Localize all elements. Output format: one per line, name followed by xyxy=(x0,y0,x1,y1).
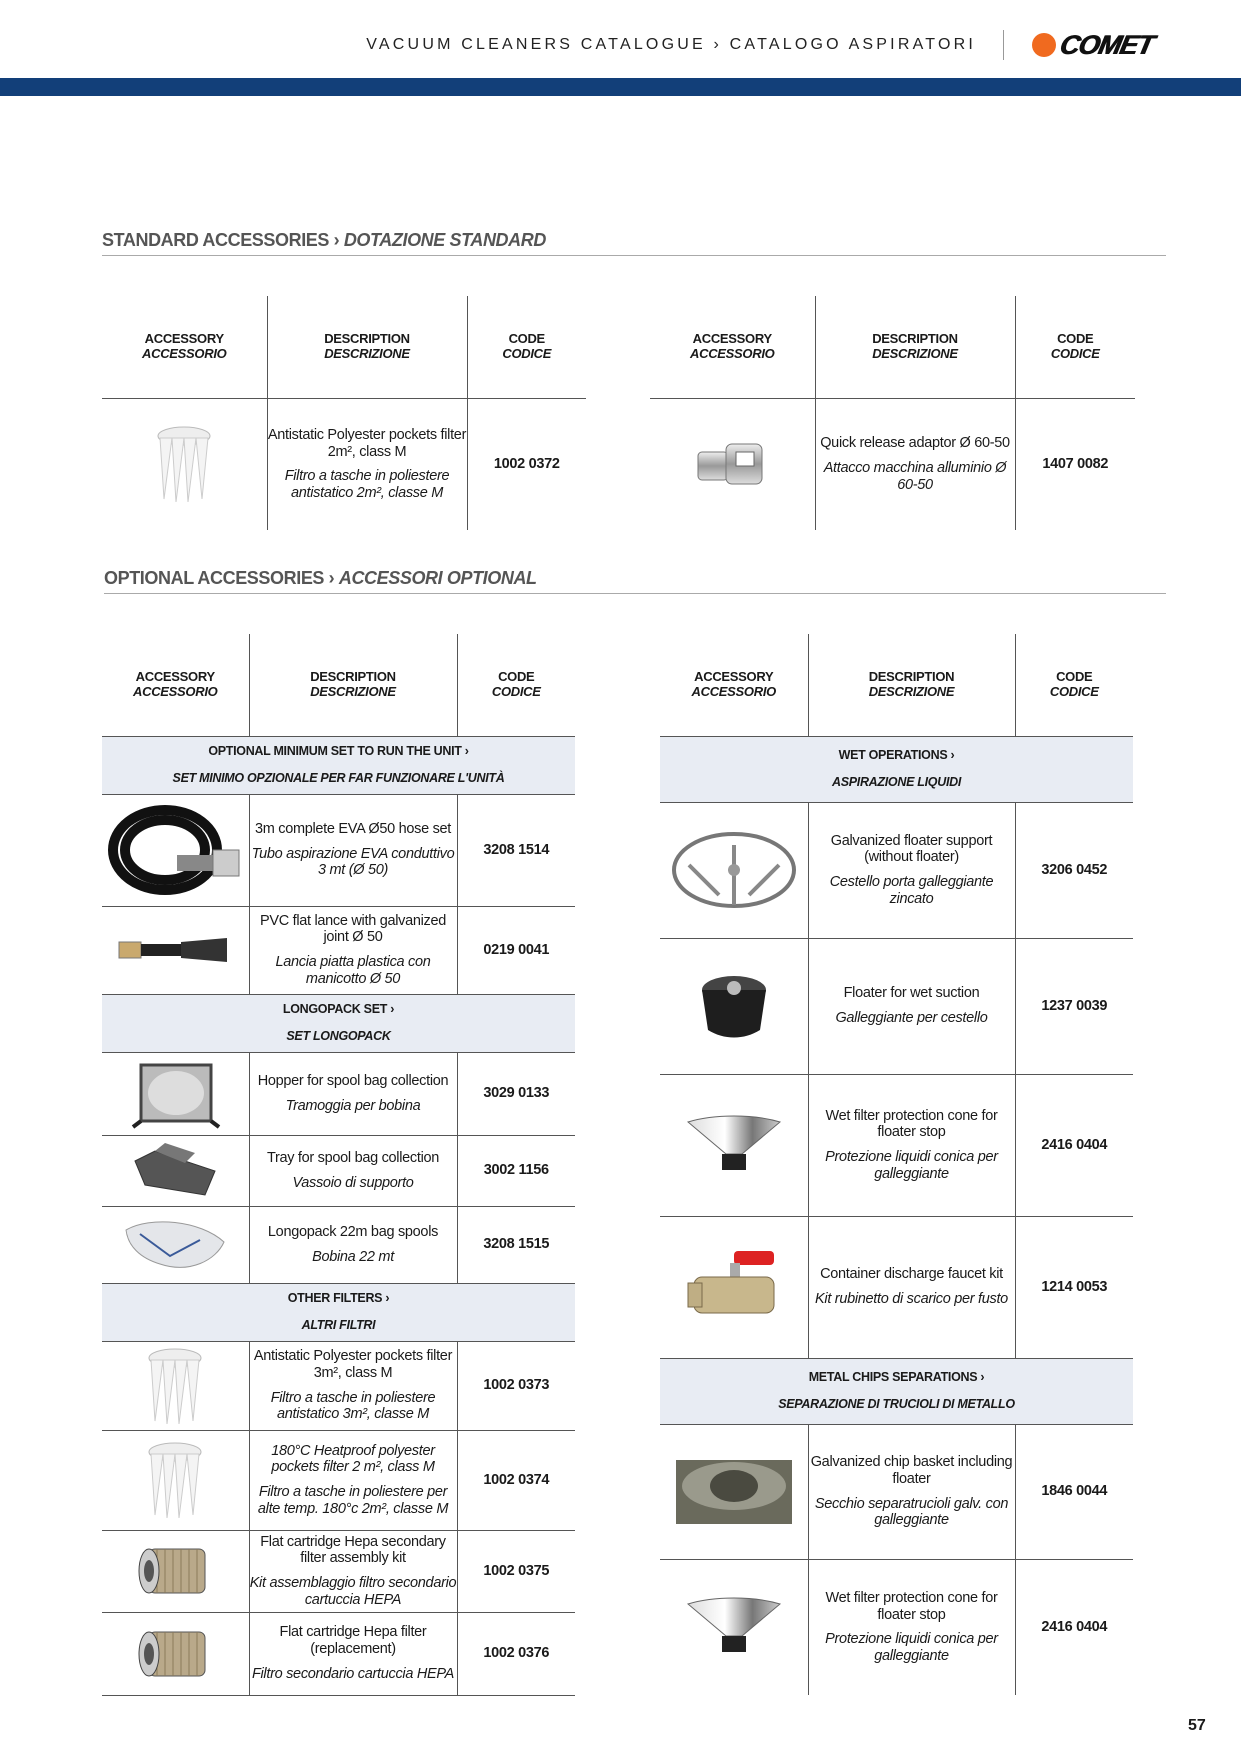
faucet-icon xyxy=(660,1216,808,1358)
optional-table-right xyxy=(660,634,1133,1695)
brand-name: COMET xyxy=(1056,29,1156,60)
item-description-it: Protezione liquidi conica per galleggiante xyxy=(825,1631,998,1664)
item-description: Container discharge faucet kit xyxy=(820,1266,1003,1283)
item-description-it: Vassoio di supporto xyxy=(292,1174,414,1191)
item-description: 3m complete EVA Ø50 hose set xyxy=(254,820,452,837)
table-row xyxy=(102,1430,575,1530)
bag-spool-icon xyxy=(102,1206,249,1283)
table-row xyxy=(102,1206,575,1283)
table-row xyxy=(102,1052,575,1135)
table-row xyxy=(102,1135,575,1206)
group-header: OTHER FILTERS › ALTRI FILTRI xyxy=(102,1283,575,1341)
tray-icon xyxy=(102,1135,249,1206)
col-code: CODE CODICE xyxy=(467,296,586,398)
item-code: 3002 1156 xyxy=(457,1135,575,1206)
item-code: 1002 0375 xyxy=(457,1530,575,1612)
item-description-it: Attacco macchina alluminio Ø 60-50 xyxy=(823,459,1007,493)
item-description-it: Filtro secondario cartuccia HEPA xyxy=(251,1665,455,1682)
chip-basket-icon xyxy=(660,1424,808,1559)
standard-section-title: STANDARD ACCESSORIES › DOTAZIONE STANDARD xyxy=(102,230,546,250)
item-code: 1002 0373 xyxy=(457,1341,575,1430)
optional-table-left xyxy=(102,634,575,1696)
item-code: 3029 0133 xyxy=(457,1052,575,1135)
table-row xyxy=(660,938,1133,1074)
item-code: 1002 0374 xyxy=(457,1430,575,1530)
comet-logo xyxy=(1032,29,1156,60)
item-description: Galvanized floater support (without floater) xyxy=(830,832,993,866)
col-code: CODE CODICE xyxy=(1015,634,1133,736)
item-code: 1237 0039 xyxy=(1015,938,1133,1074)
floater-support-icon xyxy=(660,802,808,938)
table-row xyxy=(660,802,1133,938)
group-header: OPTIONAL MINIMUM SET TO RUN THE UNIT › SET MINIMO OPZIONALE PER FAR FUNZIONARE L'UNITÀ xyxy=(102,736,575,794)
table-row xyxy=(102,794,575,906)
col-description: DESCRIPTION DESCRIZIONE xyxy=(815,296,1015,398)
item-description: 180°C Heatproof polyester pockets filter 2 m², class M xyxy=(271,1442,435,1476)
page-number: 57 xyxy=(1188,1717,1206,1734)
standard-table-right xyxy=(650,296,1135,530)
item-description-it: Lancia piatta plastica con manicotto Ø 50 xyxy=(275,954,431,987)
item-description: Antistatic Polyester pockets filter 3m², class M xyxy=(253,1348,453,1381)
group-header: METAL CHIPS SEPARATIONS › SEPARAZIONE DI TRUCIOLI DI METALLO xyxy=(660,1358,1133,1424)
item-description-it: Filtro a tasche in poliestere antistatico 2m², classe M xyxy=(284,468,450,501)
table-row xyxy=(102,1612,575,1695)
item-description-it: Filtro a tasche in poliestere antistatico 3m², classe M xyxy=(270,1389,436,1423)
item-description: Wet filter protection cone for floater stop xyxy=(825,1589,998,1623)
header-divider xyxy=(1003,30,1004,60)
adaptor-icon xyxy=(650,398,815,530)
item-description: Antistatic Polyester pockets filter 2m², class M xyxy=(267,426,467,460)
item-description: Galvanized chip basket including floater xyxy=(810,1454,1013,1487)
item-description-it: Secchio separatrucioli galv. con galleggiante xyxy=(814,1495,1009,1529)
item-description: Floater for wet suction xyxy=(843,985,980,1002)
item-code: 1002 0372 xyxy=(467,398,586,530)
item-description-it: Kit assemblaggio filtro secondario cartuccia HEPA xyxy=(249,1575,457,1608)
item-code: 1214 0053 xyxy=(1015,1216,1133,1358)
table-row xyxy=(102,398,586,530)
table-row xyxy=(660,1424,1133,1559)
catalogue-title: VACUUM CLEANERS CATALOGUE › CATALOGO ASPIRATORI xyxy=(366,36,976,53)
protection-cone-icon xyxy=(660,1074,808,1216)
table-row xyxy=(102,1530,575,1612)
item-code: 3206 0452 xyxy=(1015,802,1133,938)
item-description: Flat cartridge Hepa secondary filter assembly kit xyxy=(260,1533,446,1567)
item-description: Quick release adaptor Ø 60-50 xyxy=(820,435,1010,452)
item-description: Flat cartridge Hepa filter (replacement) xyxy=(279,1624,427,1658)
standard-table-left xyxy=(102,296,586,530)
item-description: Tray for spool bag collection xyxy=(266,1149,440,1166)
item-code: 3208 1515 xyxy=(457,1206,575,1283)
cartridge-icon xyxy=(102,1612,249,1695)
hopper-icon xyxy=(102,1052,249,1135)
item-description-it: Tramoggia per bobina xyxy=(285,1097,421,1114)
col-accessory: ACCESSORY ACCESSORIO xyxy=(102,634,249,736)
col-code: CODE CODICE xyxy=(457,634,575,736)
item-code: 2416 0404 xyxy=(1015,1074,1133,1216)
item-code: 1002 0376 xyxy=(457,1612,575,1695)
item-code: 3208 1514 xyxy=(457,794,575,906)
pocket-filter-icon xyxy=(102,398,267,530)
col-description: DESCRIPTION DESCRIZIONE xyxy=(249,634,457,736)
protection-cone-icon xyxy=(660,1559,808,1695)
item-code: 1846 0044 xyxy=(1015,1424,1133,1559)
item-code: 2416 0404 xyxy=(1015,1559,1133,1695)
optional-section-rule xyxy=(104,593,1166,594)
item-description-it: Kit rubinetto di scarico per fusto xyxy=(815,1291,1008,1307)
col-description: DESCRIPTION DESCRIZIONE xyxy=(267,296,467,398)
table-row xyxy=(660,1559,1133,1695)
item-description-it: Tubo aspirazione EVA conduttivo 3 mt (Ø 50) xyxy=(251,845,455,879)
item-description-it: Cestello porta galleggiante zincato xyxy=(829,874,994,907)
hose-icon xyxy=(102,794,249,906)
col-accessory: ACCESSORY ACCESSORIO xyxy=(650,296,815,398)
col-code: CODE CODICE xyxy=(1015,296,1135,398)
table-row xyxy=(102,906,575,994)
col-accessory: ACCESSORY ACCESSORIO xyxy=(102,296,267,398)
optional-section-title: OPTIONAL ACCESSORIES › ACCESSORI OPTIONAL xyxy=(104,568,537,588)
col-accessory: ACCESSORY ACCESSORIO xyxy=(660,634,808,736)
item-description: Hopper for spool bag collection xyxy=(257,1072,449,1089)
group-header: WET OPERATIONS › ASPIRAZIONE LIQUIDI xyxy=(660,736,1133,802)
pocket-filter-icon xyxy=(102,1341,249,1430)
logo-dot-icon xyxy=(1032,33,1056,57)
floater-icon xyxy=(660,938,808,1074)
pocket-filter-icon xyxy=(102,1430,249,1530)
flat-lance-icon xyxy=(102,906,249,994)
item-description-it: Bobina 22 mt xyxy=(312,1248,394,1265)
item-description: Longopack 22m bag spools xyxy=(267,1223,439,1240)
item-description: Wet filter protection cone for floater stop xyxy=(825,1107,998,1141)
table-row xyxy=(650,398,1135,530)
header-band xyxy=(0,78,1241,96)
col-description: DESCRIPTION DESCRIZIONE xyxy=(808,634,1015,736)
item-description-it: Filtro a tasche in poliestere per alte temp. 180°c 2m², classe M xyxy=(257,1484,449,1517)
item-code: 1407 0082 xyxy=(1015,398,1135,530)
item-description-it: Galleggiante per cestello xyxy=(835,1010,988,1026)
table-row xyxy=(660,1216,1133,1358)
table-row xyxy=(660,1074,1133,1216)
group-header: LONGOPACK SET › SET LONGOPACK xyxy=(102,994,575,1052)
table-row xyxy=(102,1341,575,1430)
item-code: 0219 0041 xyxy=(457,906,575,994)
item-description-it: Protezione liquidi conica per galleggiante xyxy=(825,1149,998,1182)
cartridge-icon xyxy=(102,1530,249,1612)
standard-section-rule xyxy=(102,255,1166,256)
item-description: PVC flat lance with galvanized joint Ø 50 xyxy=(259,912,447,946)
